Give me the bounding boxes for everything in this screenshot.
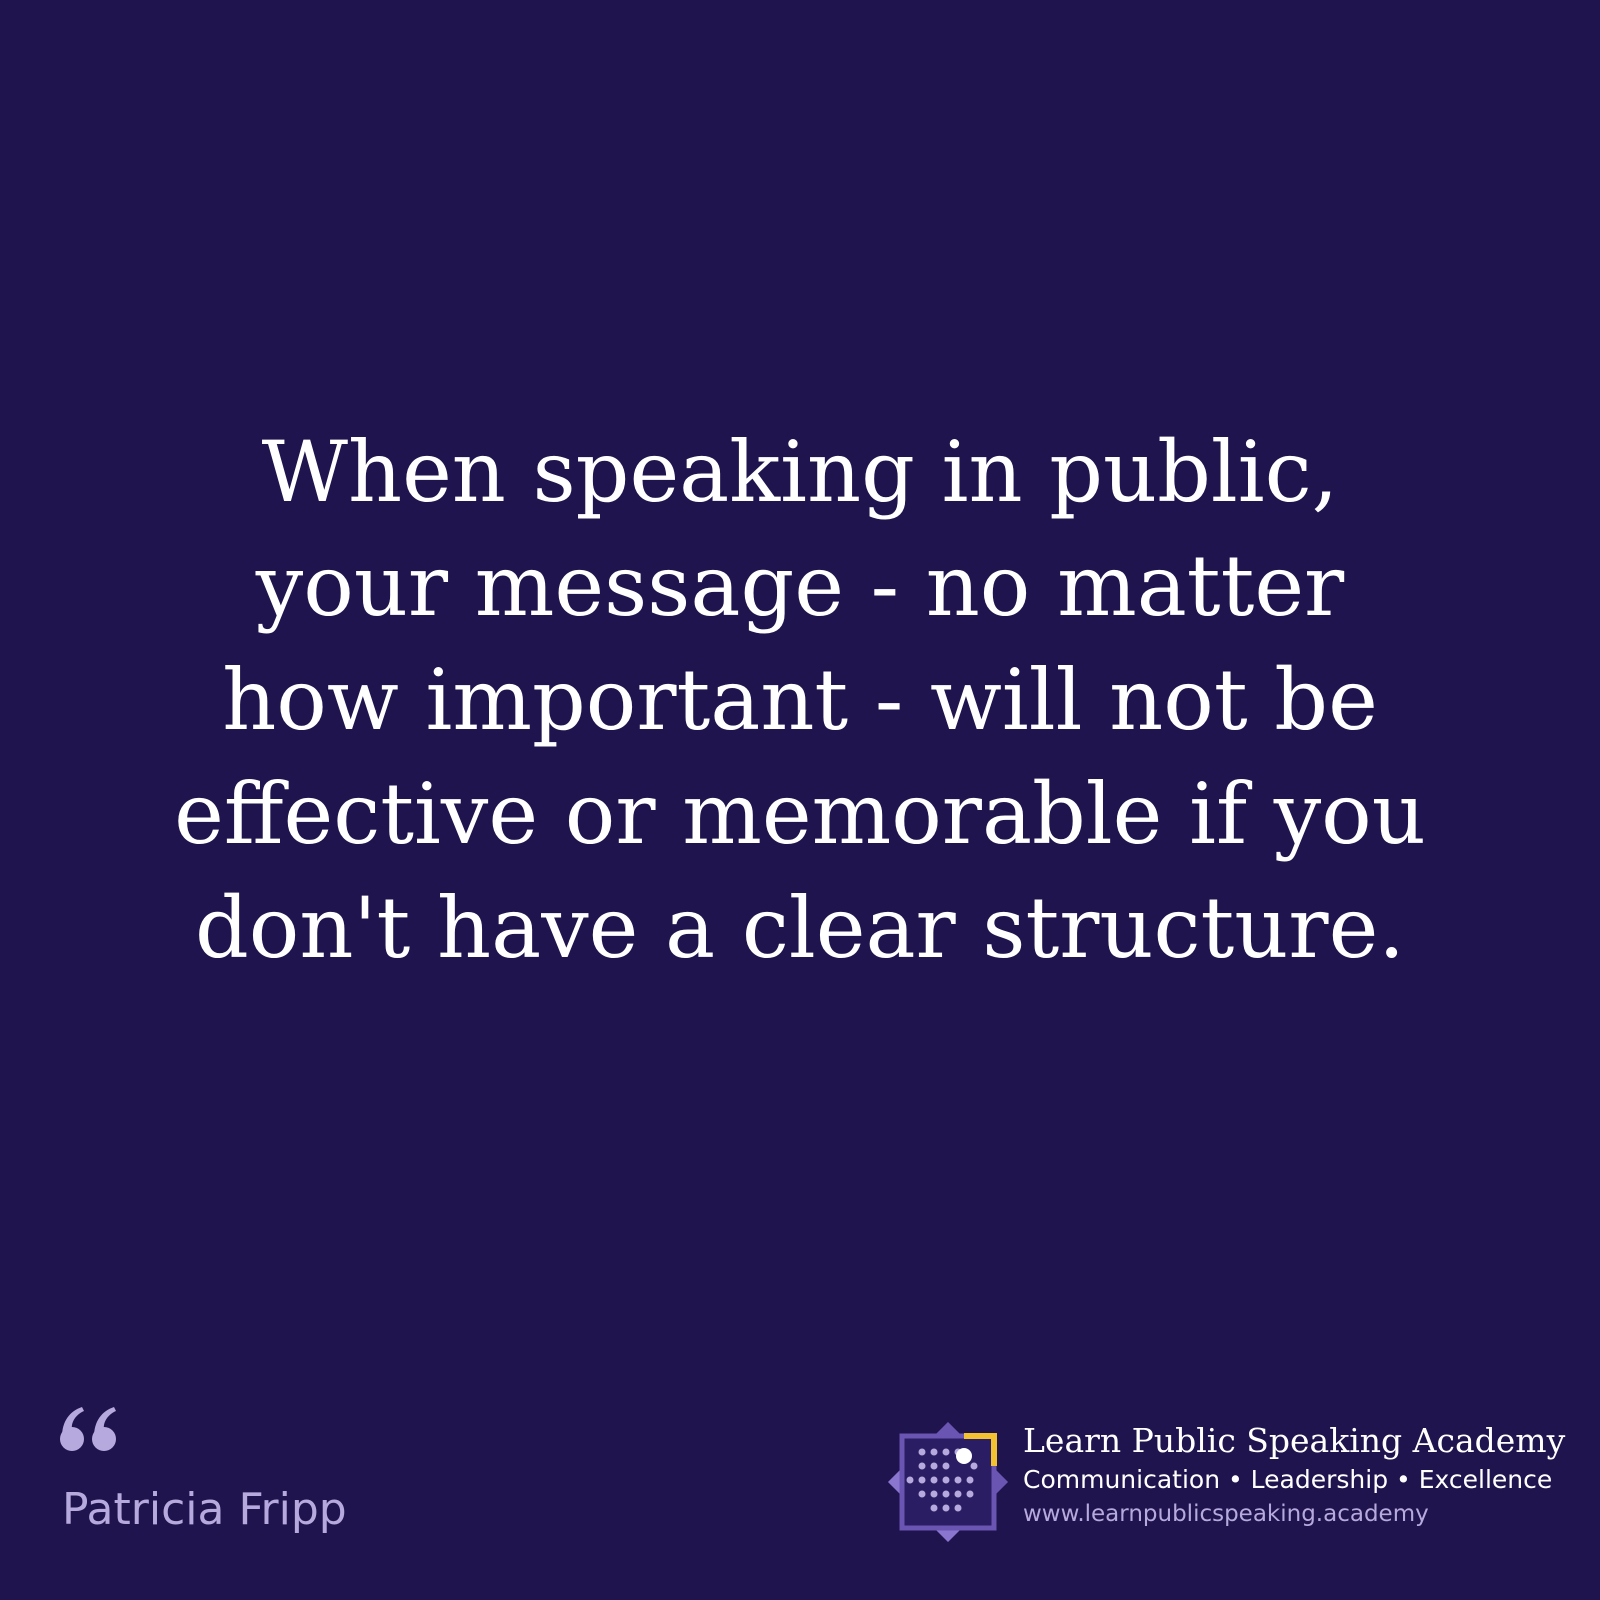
- brand-tagline: Communication • Leadership • Excellence: [1023, 1465, 1553, 1494]
- author-name: Patricia Fripp: [62, 1484, 347, 1535]
- quote-line-1: When speaking in public,: [261, 423, 1339, 521]
- brand-name: Learn Public Speaking Academy: [1023, 1421, 1566, 1460]
- brand-block: [1023, 1420, 1566, 1530]
- quote-mark-icon: [58, 1405, 122, 1453]
- brand-url: www.learnpublicspeaking.academy: [1023, 1501, 1429, 1527]
- quote-line-5: don't have a clear structure.: [195, 879, 1405, 977]
- quote-line-3: how important - will not be: [222, 651, 1378, 749]
- quote-line-2: your message - no matter: [255, 537, 1345, 635]
- academy-logo-icon: [886, 1420, 1010, 1544]
- quote-text: [100, 415, 1500, 985]
- quote-line-4: effective or memorable if you: [174, 765, 1426, 863]
